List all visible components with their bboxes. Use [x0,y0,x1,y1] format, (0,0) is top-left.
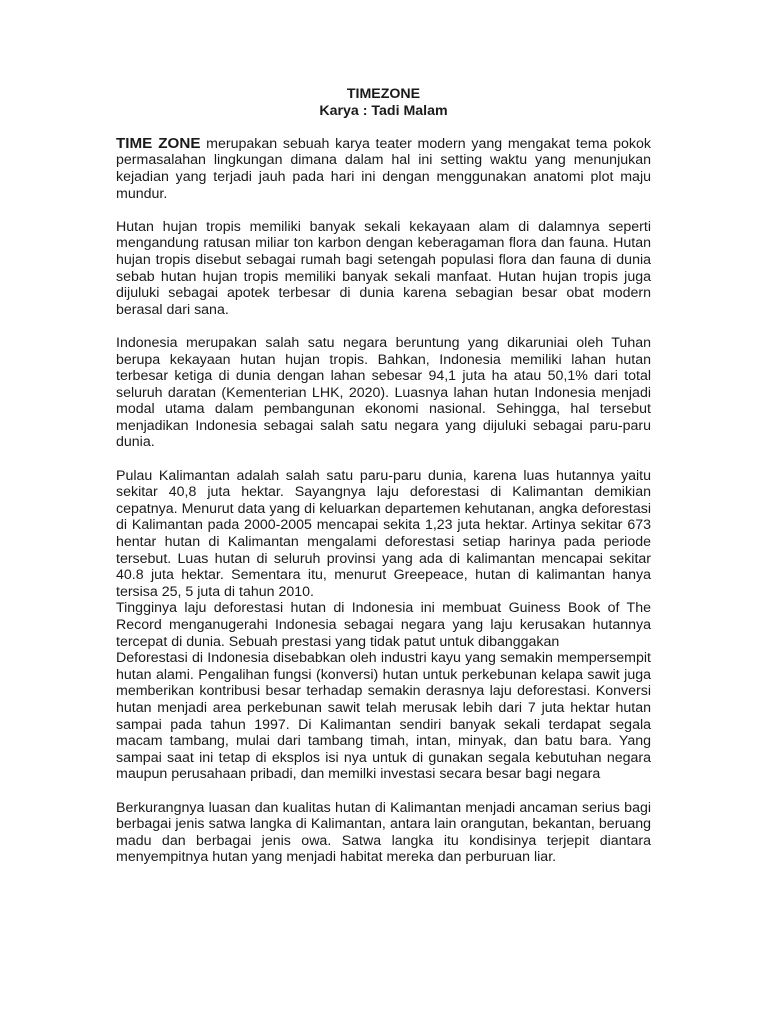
intro-text: merupakan sebuah karya teater modern yang mengakat tema pokok permasalahan lingkungan dimana dalam hal ini setting waktu yang menunjukan kejadian yang terjadi jauh pada hari ini dengan menggunakan anatomi plot maju mundur. [116,135,651,202]
paragraph-endangered-species: Berkurangnya luasan dan kualitas hutan di Kalimantan menjadi ancaman serius bagi berbagai jenis satwa langka di Kalimantan, antara lain orangutan, bekantan, beruang madu dan berbagai jenis owa. Satwa langka itu kondisinya terjepit diantara menyempitnya hutan yang menjadi habitat mereka dan perburuan liar. [116,799,651,866]
document-title: TIMEZONE [346,86,421,102]
intro-paragraph [116,136,651,202]
paragraph-deforestation: Deforestasi di Indonesia disebabkan oleh industri kayu yang semakin mempersempit hutan alami. Pengalihan fungsi (konversi) hutan untuk perkebunan kelapa sawit juga memberikan kontribusi besar terhadap semakin derasnya laju deforestasi. Konversi hutan menjadi area perkebunan sawit telah merusak lebih dari 7 juta hektar hutan sampai pada tahun 1997. Di Kalimantan sendiri banyak sekali terdapat segala macam tambang, mulai dari tambang timah, intan, minyak, dan batu bara. Yang sampai saat ini tetap di eksplos isi nya untuk di gunakan segala kebutuhan negara maupun perusahaan pribadi, dan memilki investasi secara besar bagi negara [116,650,651,783]
paragraph-guiness-record: Tingginya laju deforestasi hutan di Indonesia ini membuat Guiness Book of The Record menganugerahi Indonesia sebagai negara yang laju kerusakan hutannya tercepat di dunia. Sebuah prestasi yang tidak patut untuk dibanggakan [116,600,651,650]
paragraph-indonesia: Indonesia merupakan salah satu negara beruntung yang dikaruniai oleh Tuhan berupa kekayaan hutan hujan tropis. Bahkan, Indonesia memiliki lahan hutan terbesar ketiga di dunia dengan lahan sebesar 94,1 juta ha atau 50,1% dari total seluruh daratan (Kementerian LHK, 2020). Luasnya lahan hutan Indonesia menjadi modal utama dalam pembangunan ekonomi nasional. Sehingga, hal tersebut menjadikan Indonesia sebagai salah satu negara yang dijuluki sebagai paru-paru dunia. [116,334,651,451]
document-page [116,86,651,866]
intro-lead: TIME ZONE [116,134,201,152]
paragraph-kalimantan: Pulau Kalimantan adalah salah satu paru-paru dunia, karena luas hutannya yaitu sekitar 40,8 juta hektar. Sayangnya laju deforestasi di Kalimantan demikian cepatnya. Menurut data yang di keluarkan departemen kehutanan, angka deforestasi di Kalimantan pada 2000-2005 mencapai sekita 1,23 juta hektar. Artinya sekitar 673 hentar hutan di Kalimantan mengalami deforestasi setiap harinya pada periode tersebut. Luas hutan di seluruh provinsi yang ada di kalimantan mencapai sekitar 40.8 juta hektar. Sementara itu, menurut Greepeace, hutan di kalimantan hanya tersisa 25, 5 juta di tahun 2010. [116,467,651,600]
paragraph-rainforest: Hutan hujan tropis memiliki banyak sekali kekayaan alam di dalamnya seperti mengandung ratusan miliar ton karbon dengan keberagaman flora dan fauna. Hutan hujan tropis disebut sebagai rumah bagi setengah populasi flora dan fauna di dunia sebab hutan hujan tropis memiliki banyak sekali manfaat. Hutan hujan tropis juga dijuluki sebagai apotek terbesar di dunia karena sebagian besar obat modern berasal dari sana. [116,218,651,318]
document-subtitle: Karya : Tadi Malam [319,102,448,119]
